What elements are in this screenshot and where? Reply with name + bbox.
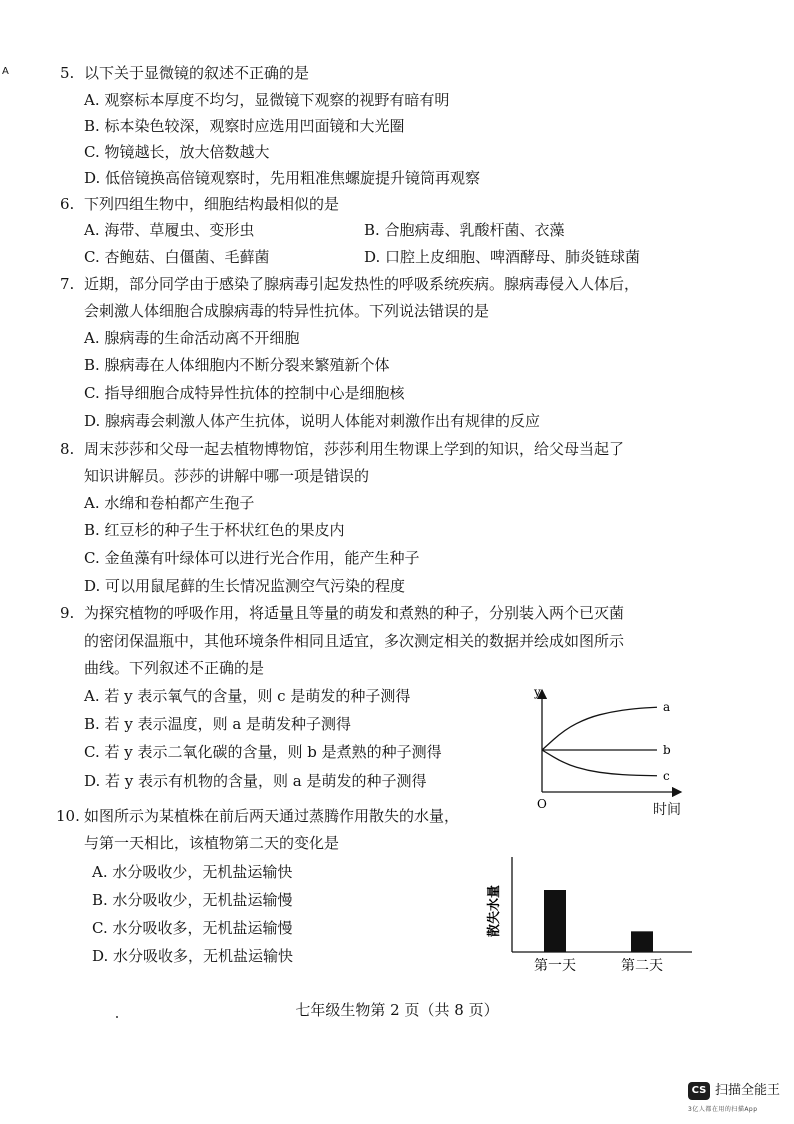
q7-number: 7. [60, 275, 75, 293]
watermark-subtitle: 3亿人都在用的扫描App [688, 1106, 758, 1113]
q10-number: 10. [56, 807, 80, 825]
scanner-watermark [688, 1082, 788, 1118]
q5-option-c: C. 物镜越长，放大倍数越大 [84, 143, 270, 161]
q10-category-label-1: 第一天 [534, 958, 576, 974]
q6-option-c: C. 杏鲍菇、白僵菌、毛藓菌 [84, 248, 270, 266]
q10-category-label-2: 第二天 [621, 958, 663, 974]
q10-stem-line-2: 与第一天相比，该植物第二天的变化是 [84, 834, 340, 852]
q10-option-d: D. 水分吸收多，无机盐运输快 [92, 947, 294, 965]
q9-stem-line-3: 曲线。下列叙述不正确的是 [84, 659, 265, 677]
q8-option-b: B. 红豆杉的种子生于杯状红色的果皮内 [84, 521, 345, 539]
q8-option-d: D. 可以用鼠尾藓的生长情况监测空气污染的程度 [84, 577, 406, 595]
q7-option-c: C. 指导细胞合成特异性抗体的控制中心是细胞核 [84, 384, 405, 402]
q6-option-b: B. 合胞病毒、乳酸杆菌、衣藻 [364, 221, 565, 239]
scan-speck [116, 1016, 118, 1018]
q10-bar-2 [631, 931, 653, 952]
q10-option-b: B. 水分吸收少，无机盐运输慢 [92, 891, 293, 909]
q9-number: 9. [60, 604, 75, 622]
q10-option-a: A. 水分吸收少，无机盐运输快 [92, 863, 293, 881]
q9-stem-line-2: 的密闭保温瓶中，其他环境条件相同且适宜，多次测定相关的数据并绘成如图所示 [84, 632, 625, 650]
q10-y-label: 散失水量 [487, 884, 502, 937]
q10-bar-chart [470, 855, 700, 980]
edge-mark: A [2, 66, 9, 77]
q5-option-b: B. 标本染色较深，观察时应选用凹面镜和大光圈 [84, 117, 405, 135]
q7-stem-line-2: 会刺激人体细胞合成腺病毒的特异性抗体。下列说法错误的是 [84, 302, 490, 320]
q9-curve-a [542, 707, 657, 750]
q9-curve-c [542, 750, 657, 776]
q10-bar-1 [544, 890, 566, 952]
q8-option-c: C. 金鱼藻有叶绿体可以进行光合作用，能产生种子 [84, 549, 420, 567]
q9-option-d: D. 若 y 表示有机物的含量，则 a 是萌发的种子测得 [84, 772, 427, 790]
q6-option-d: D. 口腔上皮细胞、啤酒酵母、肺炎链球菌 [364, 248, 641, 266]
q5-stem-line-1: 以下关于显微镜的叙述不正确的是 [84, 64, 310, 82]
q7-stem-line-1: 近期，部分同学由于感染了腺病毒引起发热性的呼吸系统疾病。腺病毒侵入人体后， [84, 275, 640, 293]
watermark-title: 扫描全能王 [715, 1083, 781, 1098]
q7-option-a: A. 腺病毒的生命活动离不开细胞 [84, 329, 300, 347]
q8-stem-line-1: 周末莎莎和父母一起去植物博物馆，莎莎利用生物课上学到的知识，给父母当起了 [84, 440, 625, 458]
q9-curve-label-c: c [663, 768, 670, 783]
q7-option-d: D. 腺病毒会刺激人体产生抗体，说明人体能对刺激作出有规律的反应 [84, 412, 541, 430]
q8-option-a: A. 水绵和卷柏都产生孢子 [84, 494, 255, 512]
q9-option-c: C. 若 y 表示二氧化碳的含量，则 b 是煮熟的种子测得 [84, 743, 442, 761]
q10-stem-line-1: 如图所示为某植株在前后两天通过蒸腾作用散失的水量， [84, 807, 460, 825]
q6-stem-line-1: 下列四组生物中，细胞结构最相似的是 [84, 195, 340, 213]
q9-stem-line-1: 为探究植物的呼吸作用，将适量且等量的萌发和煮熟的种子，分别装入两个已灭菌 [84, 604, 625, 622]
q9-curve-chart [525, 680, 685, 815]
q9-origin-label: O [537, 797, 547, 811]
q9-option-b: B. 若 y 表示温度，则 a 是萌发种子测得 [84, 715, 352, 733]
q9-x-label: 时间 [653, 802, 681, 818]
q10-option-c: C. 水分吸收多，无机盐运输慢 [92, 919, 293, 937]
q7-option-b: B. 腺病毒在人体细胞内不断分裂来繁殖新个体 [84, 356, 390, 374]
q8-stem-line-2: 知识讲解员。莎莎的讲解中哪一项是错误的 [84, 467, 370, 485]
page-footer: 七年级生物第 2 页（共 8 页） [295, 1001, 499, 1019]
q9-curve-label-b: b [663, 743, 671, 757]
q9-y-label: y [534, 685, 541, 699]
cs-logo-icon: CS [688, 1082, 710, 1100]
q9-curve-label-a: a [663, 700, 671, 715]
q5-number: 5. [60, 64, 75, 82]
q6-number: 6. [60, 195, 75, 213]
q6-option-a: A. 海带、草履虫、变形虫 [84, 221, 255, 239]
q5-option-d: D. 低倍镜换高倍镜观察时，先用粗准焦螺旋提升镜筒再观察 [84, 169, 481, 187]
q5-option-a: A. 观察标本厚度不均匀，显微镜下观察的视野有暗有明 [84, 91, 450, 109]
q9-option-a: A. 若 y 表示氧气的含量，则 c 是萌发的种子测得 [84, 687, 411, 705]
q8-number: 8. [60, 440, 75, 458]
